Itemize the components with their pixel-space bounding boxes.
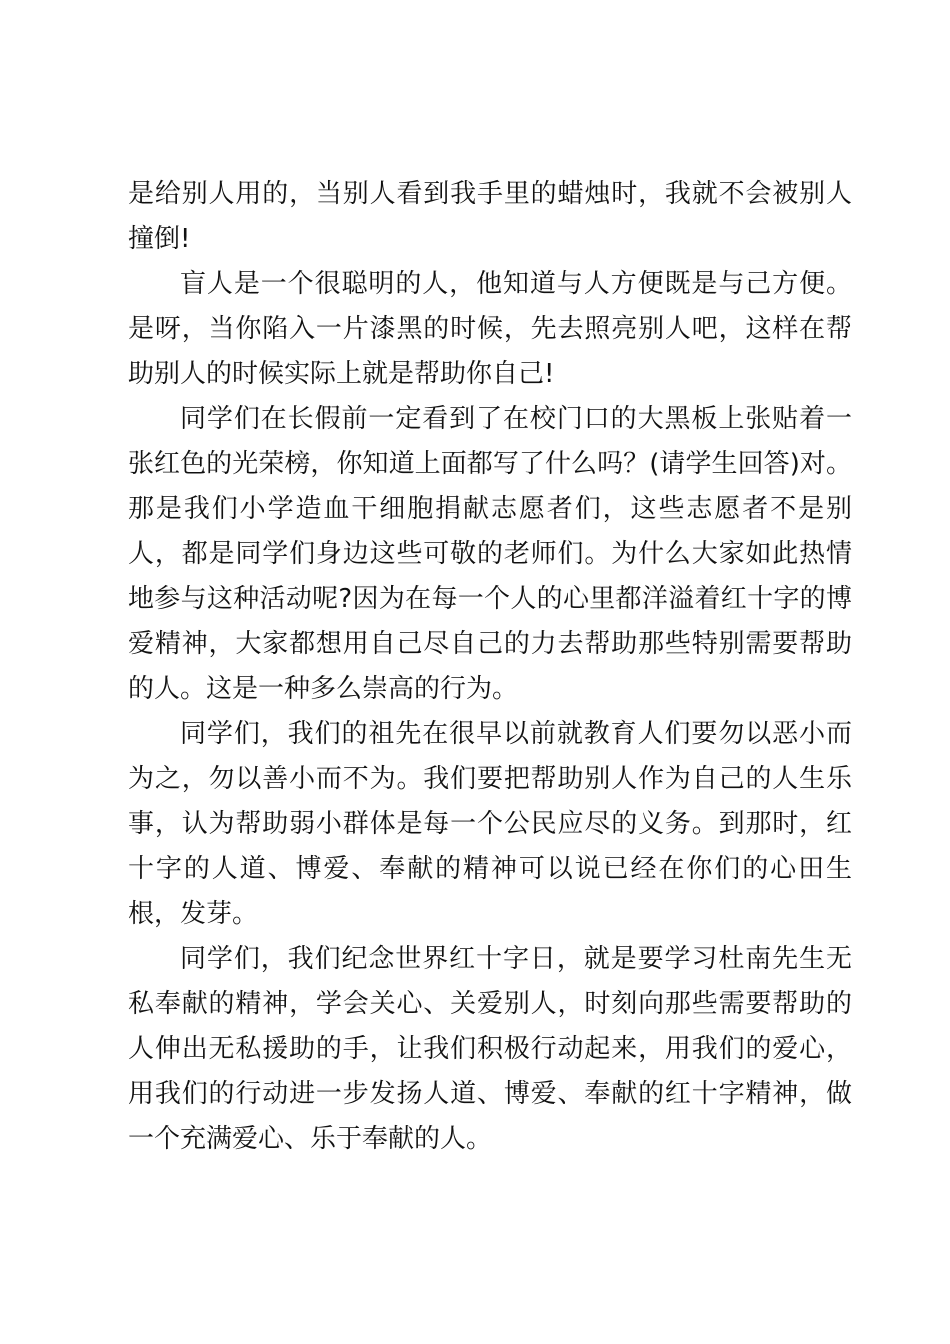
paragraph-red-cross-day: 同学们，我们纪念世界红十字日，就是要学习杜南先生无私奉献的精神，学会关心、关爱别人，时刻向那些需要帮助的人伸出无私援助的手，让我们积极行动起来，用我们的爱心，用我们的行动进一步发扬人道、博爱、奉献的红十字精神，做一个充满爱心、乐于奉献的人。 — [128, 944, 852, 1154]
paragraph-continuation: 是给别人用的，当别人看到我手里的蜡烛时，我就不会被别人撞倒! — [128, 179, 852, 254]
paragraph-honor-roll: 同学们在长假前一定看到了在校门口的大黑板上张贴着一张红色的光荣榜，你知道上面都写了什么吗？(请学生回答)对。那是我们小学造血干细胞捐献志愿者们，这些志愿者不是别人，都是同学们身边这些可敬的老师们。为什么大家如此热情地参与这种活动呢?因为在每一个人的心里都洋溢着红十字的博爱精神，大家都想用自己尽自己的力去帮助那些特别需要帮助的人。这是一种多么崇高的行为。 — [128, 404, 852, 704]
paragraph-blind-man: 盲人是一个很聪明的人，他知道与人方便既是与己方便。是呀，当你陷入一片漆黑的时候，先去照亮别人吧，这样在帮助别人的时候实际上就是帮助你自己! — [128, 269, 852, 389]
document-page — [128, 172, 852, 1162]
paragraph-ancestors: 同学们，我们的祖先在很早以前就教育人们要勿以恶小而为之，勿以善小而不为。我们要把帮助别人作为自己的人生乐事，认为帮助弱小群体是每一个公民应尽的义务。到那时，红十字的人道、博爱、奉献的精神可以说已经在你们的心田生根，发芽。 — [128, 719, 852, 929]
